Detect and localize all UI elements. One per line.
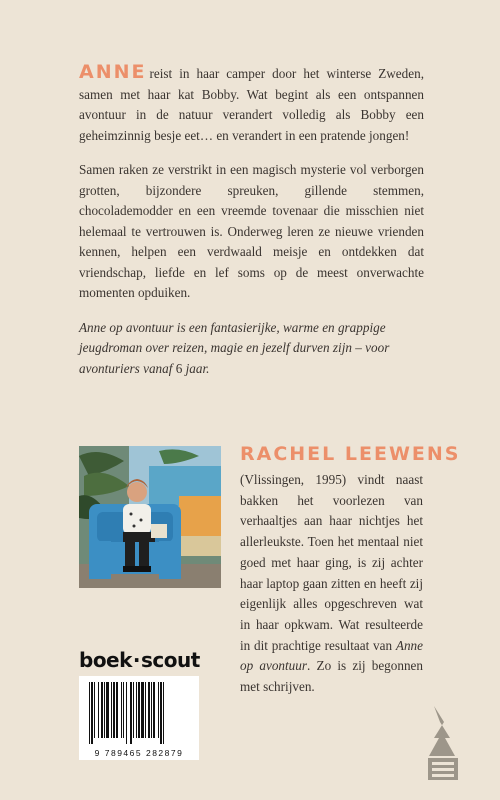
barcode-bar bbox=[116, 682, 118, 738]
blurb-paragraph-1 bbox=[79, 62, 424, 146]
barcode-bar bbox=[113, 682, 115, 738]
barcode-bar bbox=[89, 682, 90, 744]
author-photo bbox=[79, 446, 221, 588]
barcode-bar bbox=[145, 682, 146, 738]
barcode-bar bbox=[163, 682, 164, 744]
tagline bbox=[79, 318, 424, 380]
barcode-bar bbox=[148, 682, 150, 738]
barcode-bar bbox=[121, 682, 122, 738]
bio-book-title: Anne op avontuur bbox=[240, 637, 423, 674]
publisher-logo-right: scout bbox=[141, 648, 200, 672]
isbn-number: 9 789465 282879 bbox=[94, 748, 184, 758]
barcode-bar bbox=[136, 682, 137, 738]
barcode-bar bbox=[111, 682, 112, 738]
barcode-bar bbox=[141, 682, 144, 738]
barcode-bar bbox=[94, 682, 95, 738]
blurb-paragraph-1-text: reist in haar camper door het winterse Zweden, samen met haar kat Bobby. Wat begint als een ontspannen avontuur in de natuur verandert volledig als Bobby een geheimzinnig besje eet… en verandert in een pratende jongen! bbox=[79, 66, 424, 143]
barcode-bar bbox=[101, 682, 103, 738]
barcode-bar bbox=[104, 682, 105, 738]
publisher-logo-dot: · bbox=[132, 648, 141, 672]
protagonist-name: ANNE bbox=[79, 61, 147, 83]
barcode-bar bbox=[98, 682, 99, 738]
barcode-bar bbox=[158, 682, 159, 738]
author-bio bbox=[240, 470, 423, 698]
blurb-paragraph-2: Samen raken ze verstrikt in een magisch mysterie vol verborgen grotten, bijzondere spreuken, gillende stemmen, chocolademodder en een vreemde tovenaar die misschien niet helemaal te vertrouwen is. Onderweg leren ze nieuwe vrienden kennen, helpen een verdwaald meisje en ontdekken dat vriendschap, liefde en lef soms op de meest onverwachte momenten opduiken. bbox=[79, 162, 424, 300]
barcode-bar bbox=[138, 682, 140, 738]
barcode-bar bbox=[123, 682, 124, 738]
tagline-end: jaar. bbox=[182, 360, 210, 376]
barcode-bar bbox=[106, 682, 109, 738]
barcode-bar bbox=[151, 682, 152, 738]
fsc-logo bbox=[424, 702, 462, 784]
publisher-logo bbox=[79, 648, 200, 672]
barcode-bars bbox=[79, 676, 199, 746]
publisher-logo-left: boek bbox=[79, 648, 132, 672]
blurb bbox=[79, 62, 424, 393]
tagline-text: Anne op avontuur is een fantasierijke, warme en grappige jeugdroman over reizen, magie en jezelf durven zijn – voor avonturiers vanaf bbox=[79, 319, 390, 376]
barcode-bar bbox=[91, 682, 93, 744]
author-name: RACHEL LEEWENS bbox=[240, 443, 461, 465]
barcode-bar bbox=[153, 682, 155, 738]
barcode-bar bbox=[126, 682, 127, 744]
barcode-bar bbox=[133, 682, 134, 738]
barcode-bar bbox=[130, 682, 132, 744]
bio-text: (Vlissingen, 1995) vindt naast bakken het voorlezen van verhaaltjes aan haar nichtjes het allerleukste. Toen het mentaal niet goed met haar ging, is zij achter haar laptop gaan zitten en heeft zij eigenlijk alles opgeschreven wat in haar opkwam. Wat resulteerde in dit prachtige resultaat van bbox=[240, 472, 423, 653]
barcode bbox=[79, 676, 199, 760]
barcode-bar bbox=[160, 682, 162, 744]
bio-text-end: . Zo is zij begonnen met schrijven. bbox=[240, 658, 423, 695]
tagline-age: 6 bbox=[175, 360, 183, 376]
